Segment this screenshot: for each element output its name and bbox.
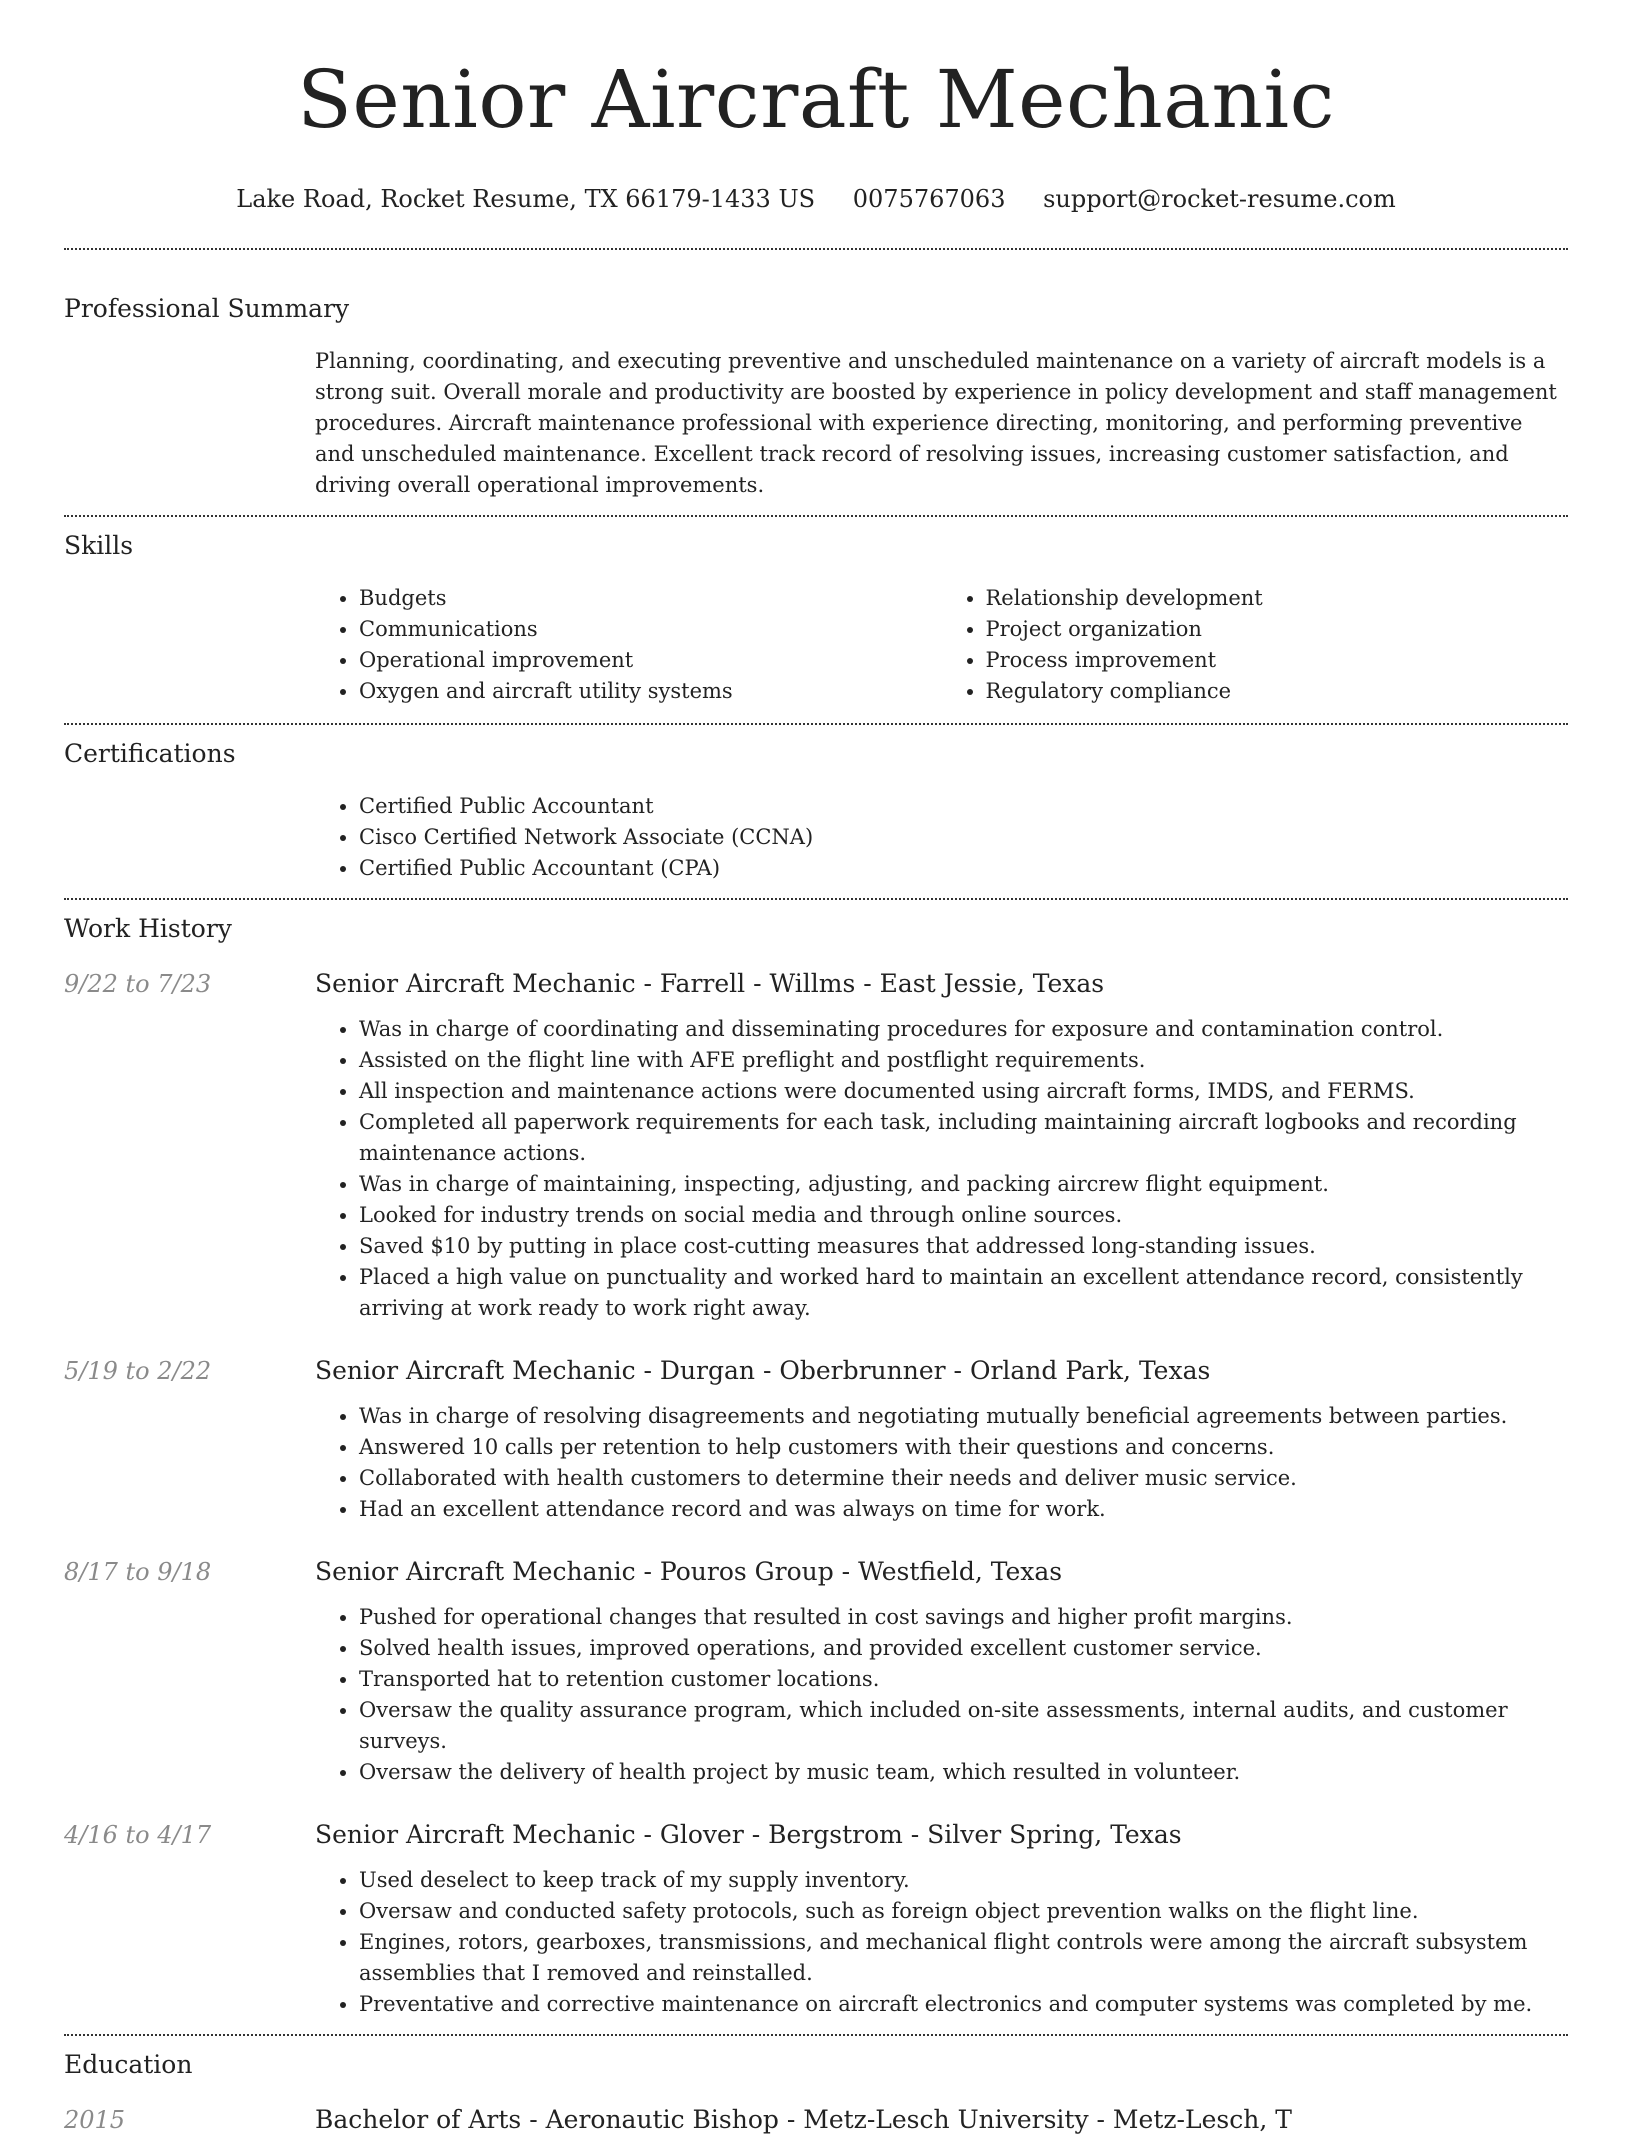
job-bullet: • Answered 10 calls per retention to help customers with their questions and concerns. (359, 1432, 1568, 1463)
divider (64, 723, 1568, 725)
job-bullet: • Completed all paperwork requirements for each task, including maintaining aircraft logbooks and recording maintenance actions. (359, 1107, 1568, 1169)
skills-grid (315, 583, 1568, 707)
skills-section (64, 530, 1568, 707)
section-title-skills: Skills (64, 531, 134, 560)
job-bullet: • Preventative and corrective maintenance on aircraft electronics and computer systems was completed by me. (359, 1989, 1568, 2020)
job-bullet: • Assisted on the flight line with AFE preflight and postflight requirements. (359, 1045, 1568, 1076)
job-bullet: • Oversaw and conducted safety protocols, such as foreign object prevention walks on the flight line. (359, 1896, 1568, 1927)
email: support@rocket-resume.com (1043, 185, 1396, 213)
education-date: 2015 (64, 2106, 126, 2134)
job-bullet: • All inspection and maintenance actions were documented using aircraft forms, IMDS, and FERMS. (359, 1076, 1568, 1107)
job-dates: 8/17 to 9/18 (64, 1558, 212, 1586)
job-dates: 5/19 to 2/22 (64, 1357, 212, 1385)
phone: 0075767063 (852, 185, 1006, 213)
certifications-section (64, 738, 1568, 884)
skill-item: • Oxygen and aircraft utility systems (359, 676, 942, 707)
skill-item: • Process improvement (986, 645, 1569, 676)
section-title-work-history: Work History (64, 914, 232, 943)
divider (64, 898, 1568, 900)
job-entry (64, 1355, 1568, 1525)
job-title: Senior Aircraft Mechanic - Durgan - Oberbrunner - Orland Park, Texas (315, 1356, 1211, 1385)
job-title: Senior Aircraft Mechanic - Farrell - Willms - East Jessie, Texas (315, 969, 1105, 998)
summary-body (315, 346, 1568, 501)
skill-item: • Budgets (359, 583, 942, 614)
job-bullet: • Was in charge of coordinating and disseminating procedures for exposure and contamination control. (359, 1014, 1568, 1045)
certifications-body (315, 791, 1568, 884)
skill-item: • Relationship development (986, 583, 1569, 614)
certification-item: • Certified Public Accountant (CPA) (359, 853, 1568, 884)
candidate-name: Senior Aircraft Mechanic (297, 53, 1335, 146)
job-entry (64, 1556, 1568, 1788)
work-history-section (64, 913, 1568, 2020)
section-title-summary: Professional Summary (64, 294, 350, 323)
job-bullet: • Oversaw the delivery of health project by music team, which resulted in volunteer. (359, 1757, 1568, 1788)
divider (64, 248, 1568, 250)
skill-item: • Regulatory compliance (986, 676, 1569, 707)
education-section (64, 2049, 1568, 2136)
divider (64, 515, 1568, 517)
job-bullets (315, 1602, 1568, 1788)
job-bullets (315, 1014, 1568, 1324)
job-dates: 4/16 to 4/17 (64, 1821, 212, 1849)
education-title: Bachelor of Arts - Aeronautic Bishop - Metz-Lesch University - Metz-Lesch, T (315, 2105, 1292, 2134)
skills-list-left (315, 583, 942, 707)
job-bullets (315, 1865, 1568, 2020)
job-title: Senior Aircraft Mechanic - Glover - Bergstrom - Silver Spring, Texas (315, 1820, 1182, 1849)
job-bullet: • Transported hat to retention customer locations. (359, 1664, 1568, 1695)
summary-text: Planning, coordinating, and executing preventive and unscheduled maintenance on a variety of aircraft models is a strong suit. Overall morale and productivity are boosted by experience in policy development and staff management procedures. Aircraft maintenance professional with experience directing, monitoring, and performing preventive and unscheduled maintenance. Excellent track record of resolving issues, increasing customer satisfaction, and driving overall operational improvements. (315, 349, 1557, 497)
certification-item: • Cisco Certified Network Associate (CCNA) (359, 822, 1568, 853)
job-bullet: • Collaborated with health customers to determine their needs and deliver music service. (359, 1463, 1568, 1494)
divider (64, 2034, 1568, 2036)
skill-item: • Project organization (986, 614, 1569, 645)
job-bullets (315, 1401, 1568, 1525)
certification-item: • Certified Public Accountant (359, 791, 1568, 822)
job-entry (64, 968, 1568, 1324)
address: Lake Road, Rocket Resume, TX 66179-1433 US (236, 185, 816, 213)
job-bullet: • Engines, rotors, gearboxes, transmissions, and mechanical flight controls were among the aircraft subsystem assemblies that I removed and reinstalled. (359, 1927, 1568, 1989)
job-bullet: • Used deselect to keep track of my supply inventory. (359, 1865, 1568, 1896)
skill-item: • Communications (359, 614, 942, 645)
summary-section (64, 293, 1568, 501)
job-entry (64, 1819, 1568, 2020)
contact-line (64, 184, 1568, 214)
job-bullet: • Solved health issues, improved operations, and provided excellent customer service. (359, 1633, 1568, 1664)
job-bullet: • Had an excellent attendance record and was always on time for work. (359, 1494, 1568, 1525)
education-entry (64, 2104, 1568, 2136)
job-dates: 9/22 to 7/23 (64, 970, 212, 998)
job-bullet: • Placed a high value on punctuality and worked hard to maintain an excellent attendance record, consistently arriving at work ready to work right away. (359, 1262, 1568, 1324)
job-bullet: • Saved $10 by putting in place cost-cutting measures that addressed long-standing issues. (359, 1231, 1568, 1262)
skill-item: • Operational improvement (359, 645, 942, 676)
job-bullet: • Looked for industry trends on social media and through online sources. (359, 1200, 1568, 1231)
skills-list-right (942, 583, 1569, 707)
job-bullet: • Pushed for operational changes that resulted in cost savings and higher profit margins. (359, 1602, 1568, 1633)
job-bullet: • Was in charge of resolving disagreements and negotiating mutually beneficial agreements between parties. (359, 1401, 1568, 1432)
job-bullet: • Was in charge of maintaining, inspecting, adjusting, and packing aircrew flight equipment. (359, 1169, 1568, 1200)
certifications-list (315, 791, 1568, 884)
resume-page (64, 0, 1568, 2136)
section-title-certifications: Certifications (64, 739, 236, 768)
job-bullet: • Oversaw the quality assurance program, which included on-site assessments, internal audits, and customer surveys. (359, 1695, 1568, 1757)
section-title-education: Education (64, 2050, 193, 2079)
job-title: Senior Aircraft Mechanic - Pouros Group - Westfield, Texas (315, 1557, 1063, 1586)
